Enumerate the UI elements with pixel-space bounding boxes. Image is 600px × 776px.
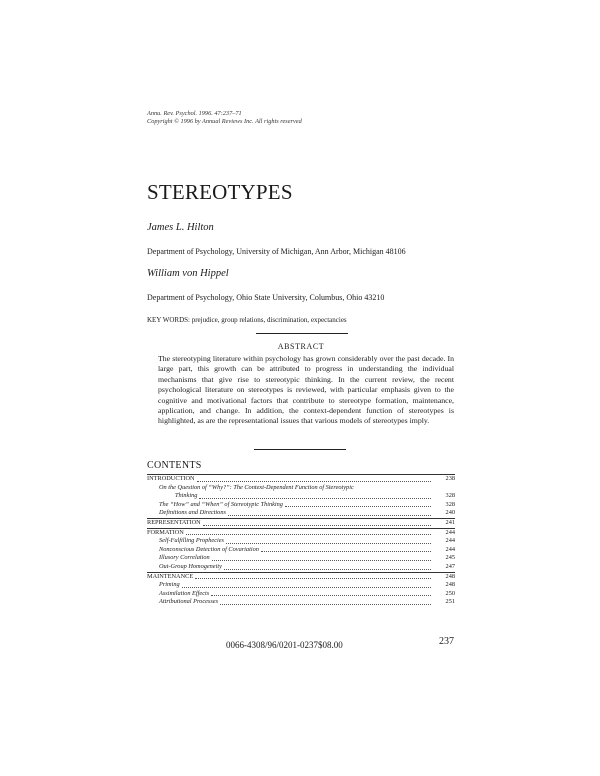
- author-affiliation-2: Department of Psychology, Ohio State University, Columbus, Ohio 43210: [147, 293, 385, 302]
- toc-row[interactable]: Self-Fulfilling Prophecies 244: [159, 537, 455, 545]
- table-of-contents: [147, 474, 455, 607]
- toc-row[interactable]: The “How” and “When” of Stereotypic Thinking 328: [159, 500, 455, 508]
- keywords: KEY WORDS: prejudice, group relations, discrimination, expectancies: [147, 316, 347, 324]
- toc-row[interactable]: On the Question of “Why?”: The Context-Dependent Function of Stereotypic: [159, 483, 354, 491]
- abstract-text: The stereotyping literature within psychology has grown considerably over the past decade. In large part, this growth can be attributed to progress in understanding the individual mechanisms that give rise to stereotypic thinking. In the current review, the recent psychological literature on stereotypes is reviewed, with particular emphasis given to the cognitive and motivational factors that contribute to stereotype formation, maintenance, application, and change. In addition, the context-dependent function of stereotypes is highlighted, as are the representational issues that various models of stereotypes imply.: [158, 354, 454, 426]
- abstract-heading: ABSTRACT: [277, 342, 325, 351]
- copyright-line: Copyright © 1996 by Annual Reviews Inc. All rights reserved: [147, 118, 302, 125]
- article-title: STEREOTYPES: [147, 180, 293, 204]
- toc-row[interactable]: FORMATION 244: [147, 528, 455, 536]
- toc-row[interactable]: Assimilation Effects 250: [159, 589, 455, 597]
- toc-row[interactable]: Illusory Correlation 245: [159, 554, 455, 562]
- toc-row[interactable]: Definitions and Directions 240: [159, 509, 455, 517]
- author-name-1: James L. Hilton: [147, 222, 214, 233]
- page-number: 237: [439, 636, 454, 647]
- toc-row[interactable]: Out-Group Homogeneity 247: [159, 562, 455, 570]
- toc-row[interactable]: Nonconscious Detection of Covariation 244: [159, 545, 455, 553]
- toc-row[interactable]: MAINTENANCE 248: [147, 572, 455, 580]
- abstract-top-rule: [256, 333, 348, 334]
- author-name-2: William von Hippel: [147, 268, 229, 279]
- article-code: 0066-4308/96/0201-0237$08.00: [226, 640, 343, 650]
- toc-row[interactable]: REPRESENTATION 241: [147, 518, 455, 526]
- contents-heading: CONTENTS: [147, 460, 202, 471]
- journal-citation: [147, 110, 302, 126]
- toc-row[interactable]: Priming 248: [159, 581, 455, 589]
- citation-line: Annu. Rev. Psychol. 1996. 47:237–71: [147, 110, 242, 117]
- toc-row[interactable]: Thinking 328: [175, 492, 455, 500]
- abstract-bottom-rule: [254, 449, 346, 450]
- toc-row[interactable]: INTRODUCTION 238: [147, 475, 455, 482]
- author-affiliation-1: Department of Psychology, University of Michigan, Ann Arbor, Michigan 48106: [147, 247, 406, 256]
- toc-row[interactable]: Attributional Processes 251: [159, 598, 455, 606]
